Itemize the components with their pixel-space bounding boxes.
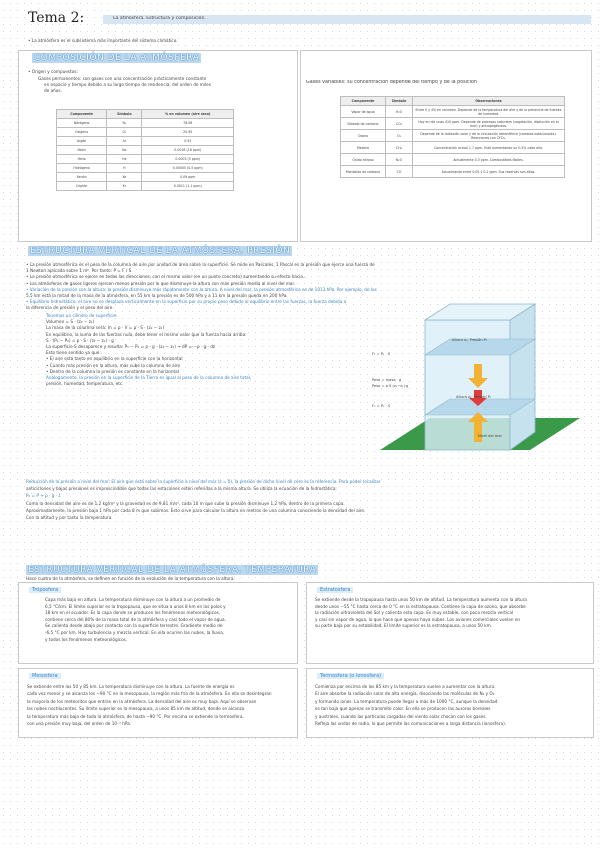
text-line: la diferencia de presión y el peso del aire.	[26, 305, 114, 311]
text-line: la radiación ultravioleta del Sol y calienta esta capa. Es muy estable, con poca mezcla vertical	[315, 610, 514, 616]
text-line: contiene cerca del 80% de la masa total de la atmósfera y casi todo el vapor de agua.	[45, 616, 226, 622]
diagram-label-weight: Peso = masa · g	[372, 378, 402, 382]
troposphere-box	[18, 582, 298, 664]
text-line: Tenemos un cilindro de superficie:	[46, 313, 118, 318]
mesosphere-text	[27, 683, 293, 727]
table-cell: Ozono	[341, 130, 386, 142]
table-cell: O₃	[386, 130, 413, 142]
table-cell: Ar	[107, 137, 142, 146]
temperature-heading: ESTRUCTURA VERTICAL DE LA ATMÓSFERA. TEMPERATURA	[28, 565, 317, 575]
text-line: 6,5 °C/km. El límite superior es la tropopausa, que se sitúa a unos 8 km en los polos y	[45, 603, 226, 609]
table-cell: CH₄	[386, 142, 413, 154]
temperature-intro: Hace cuatro de la atmósfera, se definen en función de la evolución de la temperatura con la altura.	[26, 576, 235, 581]
text-line: la temperatura más baja de toda la atmósfera, de hasta −90 °C. Por encima se extiende la termosfera,	[27, 713, 244, 719]
text-line: Se extiende desde la tropopausa hasta unos 50 km de altitud. La temperatura aumenta con la altura	[315, 597, 527, 602]
diagram-label-top: Altura z₁, Presión P₁	[452, 338, 488, 342]
table-row	[57, 182, 234, 191]
text-line: Refleja las ondas de radio, lo que permite las comunicaciones a larga distancia (ionosfera).	[315, 721, 507, 727]
table-cell: Hidrógeno	[57, 164, 107, 173]
table-row	[341, 142, 565, 154]
table-cell: Dióxido de carbono	[341, 118, 386, 130]
text-line: y formando iones. La temperatura puede llegar a más de 1000 °C, aunque la densidad	[315, 698, 498, 704]
text-line: presión, humedad, temperatura, etc.	[46, 381, 124, 387]
text-line: P₀ = P + ρ · g · z	[26, 493, 61, 499]
text-line: S · (P₁ − P₂) = ρ · S · (z₂ − z₁) · g	[46, 337, 114, 343]
column-side	[510, 304, 535, 450]
text-line: • Equilibrio hidrostático: el aire no se desplaza verticalmente en la superficie por su propio peso debido al equilibrio entre las fuerzas, la fuerza debida a	[26, 299, 347, 305]
text-line: • Cuanto más presión en la altura, más sube la columna de aire	[46, 362, 181, 368]
table-row	[341, 166, 565, 178]
table-cell: Depende de la radiación solar y de la circulación atmosférica (cambios estacionales). Reacciones con CFCs.	[413, 130, 565, 142]
table-cell: 0.00005 (0.5 ppm)	[142, 164, 234, 173]
text-line: Reducción de la presión a nivel del mar: El aire que está sobre la superficie a nivel del mar (z = 0), la presión de dicho nivel de cero es la referencia. Para poder localizar	[26, 479, 381, 484]
table-cell: Entre 0 y 4% en volumen. Depende de la temperatura del aire y de la presencia de fuentes de humedad.	[413, 106, 565, 118]
diagram-label-weight-formula: Peso = ρ·S·(z₂−z₁)·g	[372, 384, 409, 388]
text-line: Análogamente, la presión en la superficie de la Tierra es igual al peso de la columna de aire total,	[46, 375, 252, 381]
text-line: • La presión atmosférica se ejerce en todas las direcciones, con el mismo valor (en un punto concreto) aumentando su efecto hacia...	[26, 274, 307, 280]
table-row	[57, 155, 234, 164]
text-line: Se calienta desde abajo por contacto con la superficie terrestre. Gradiente medio de	[45, 623, 223, 629]
table-cell: Actualmente 0.3 ppm. Combustibles fósiles.	[413, 154, 565, 166]
table-cell: 0.0005 (5 ppm)	[142, 155, 234, 164]
table-row	[341, 118, 565, 130]
permanent-gases-line-1: Gases permanentes: son gases con una concentración prácticamente constante	[38, 76, 207, 81]
text-line: la mayoría de los meteoritos que entran en la atmósfera. La densidad del aire es muy baja. Aquí se observan	[27, 698, 257, 704]
table-header-row	[57, 110, 234, 119]
table-cell: Helio	[57, 155, 107, 164]
composition-heading: COMPOSICIÓN DE LA ATMÓSFERA	[34, 53, 200, 63]
page-title: Tema 2:	[28, 10, 85, 26]
table-header-cell: Observaciones	[413, 97, 565, 106]
text-line: 1 Newton aplicada sobre 1 m². Por tanto: P = F / S	[26, 268, 132, 274]
subtitle-banner	[103, 15, 591, 24]
text-line: y todos los fenómenos meteorológicos.	[45, 636, 128, 642]
diagram-label-sea-level: Nivel del mar	[478, 434, 502, 438]
table-cell: N₂O	[386, 154, 413, 166]
table-cell: H	[107, 164, 142, 173]
table-header-row	[341, 97, 565, 106]
table-cell: Ne	[107, 146, 142, 155]
table-row	[57, 137, 234, 146]
stratosphere-tag: Estratosfera	[317, 587, 353, 593]
table-cell: Metano	[341, 142, 386, 154]
table-cell: Concentración actual 1.7 ppm. Está aumentando un 0.5% cada año.	[413, 142, 565, 154]
text-line: las nubes noctilucentes. Su límite superior es la mesopausa, a unos 85 km de altitud, donde se alcanza	[27, 706, 245, 712]
diagram-label-mid: Altura z₂, Presión P₂	[456, 395, 492, 399]
table-cell: 0.93	[142, 137, 234, 146]
table-cell: 0.09 ppm	[142, 173, 234, 182]
table-cell: CO	[386, 166, 413, 178]
thermosphere-box	[306, 668, 594, 738]
table-row	[341, 106, 565, 118]
table-cell: Xe	[107, 173, 142, 182]
variable-gases-table	[340, 96, 565, 178]
text-line: Como la densidad del aire es de 1,2 kg/m³ y la gravedad es de 9,81 m/s², cada 10 m que sube la presión disminuye 1,2 hPa, dentro de la primera capa.	[26, 500, 345, 506]
table-cell: Vapor de agua	[341, 106, 386, 118]
table-row	[341, 154, 565, 166]
text-line: Con la altitud y por tanto la temperatura.	[26, 515, 113, 521]
table-cell: Actualmente entre 0.05 y 0.2 ppm. Sus reservas son altas.	[413, 166, 565, 178]
text-line: • Las atmósferas de gases ligeros ejercen menos presión por lo que disminuye la altura con más presión media al nivel del mar.	[26, 280, 296, 286]
table-cell: CO₂	[386, 118, 413, 130]
pressure-reduction	[26, 478, 592, 521]
text-line: • Dentro de la columna la presión es constante en la horizontal	[46, 368, 179, 374]
text-line: El aire absorbe la radiación solar de alta energía, disociando las moléculas de N₂ y O₂	[315, 691, 495, 697]
text-line: con una presión muy baja, del orden de 10⁻² hPa.	[27, 721, 132, 727]
stratosphere-box	[306, 582, 594, 664]
text-line: Se extiende entre los 50 y 85 km. La temperatura disminuye con la altura. La fuente de energía es	[27, 684, 235, 689]
pressure-heading: ESTRUCTURA VERTICAL DE LA ATMÓSFERA. PRESIÓN	[30, 246, 291, 256]
table-cell: Argón	[57, 137, 107, 146]
table-row	[341, 130, 565, 142]
origin-line: • Origen y compuestos:	[28, 69, 78, 74]
text-line: desde unos −55 °C hasta cerca de 0 °C en la estratopausa. Contiene la capa de ozono, que absorbe	[315, 603, 526, 609]
diagram-label-f2: F₂ = P₂ · S	[372, 404, 391, 408]
text-line: 18 km en el ecuador. Es la capa donde se producen los fenómenos meteorológicos,	[45, 610, 221, 616]
table-header-cell: Símbolo	[107, 110, 142, 119]
permanent-gases-table	[56, 109, 234, 191]
text-line: • La presión atmosférica es el peso de la columna de aire por unidad de área sobre la superficie. Se mide en Pascales, 1 Pascal es la presión que ejerce una fuerza de	[26, 262, 375, 267]
table-header-cell: Componente	[57, 110, 107, 119]
table-cell: Criptón	[57, 182, 107, 191]
intro-line: • La atmósfera es el subsistema más importante del sistema climático.	[28, 38, 178, 43]
stratosphere-text	[315, 597, 587, 630]
text-line: Aproximadamente, la presión baja 1 hPa por cada 8 m que subimos. Esto sirve para calcular la altura en metros de una columna conociendo la densidad del aire.	[26, 507, 366, 513]
permanent-gases-line-3: de años.	[44, 88, 62, 93]
text-line: y australes, cuando las partículas cargadas del viento solar chocan con los gases.	[315, 713, 487, 719]
thermosphere-text	[315, 683, 587, 727]
table-cell: Kr	[107, 182, 142, 191]
down-arrow-upper-shaft	[474, 364, 482, 378]
table-cell: Monóxido de carbono	[341, 166, 386, 178]
table-cell: 20.95	[142, 128, 234, 137]
table-cell: 78.08	[142, 119, 234, 128]
text-line: -6,5 °C por km. Hay turbulencia y mezcla vertical. En ella ocurren las nubes, la lluvia,	[45, 629, 225, 635]
text-line: y casi sin vapor de agua, lo que hace que apenas haya nubes. Los aviones comerciales vuelan en	[315, 616, 521, 622]
table-header-cell: Símbolo	[386, 97, 413, 106]
table-cell: Hoy en día unas 410 ppm. Depende de procesos naturales (vegetación, disolución en el mar) y antropogénicos.	[413, 118, 565, 130]
table-cell: Xenón	[57, 173, 107, 182]
permanent-gases-line-2: en espacio y tiempo debido a su largo tiempo de residencia, del orden de miles	[44, 82, 211, 87]
table-header-cell: % en volumen (aire seco)	[142, 110, 234, 119]
text-line: Comienza por encima de los 85 km y la temperatura vuelve a aumentar con la altura.	[315, 684, 496, 689]
table-row	[57, 119, 234, 128]
troposphere-tag: Troposfera	[29, 587, 61, 593]
text-line: • Variación de la presión con la altura: la presión disminuye más rápidamente con la altura. A nivel del mar, la presión atmosférica es de 1013 hPa. Por ejemplo, de los	[26, 286, 377, 292]
text-line: En equilibrio, la suma de las fuerzas nula, debe tener el mismo valor que la fuerza hacia arriba:	[46, 331, 247, 337]
pressure-subpoints	[46, 313, 366, 387]
text-line: 5,5 km está la mitad de la masa de la atmósfera, en 55 km la presión es de 500 hPa y a 11 km la presión queda en 200 hPa.	[26, 293, 288, 299]
table-cell: N₂	[107, 119, 142, 128]
text-line: Esto tiene sentido ya que:	[46, 350, 101, 356]
text-line: La masa de la columna será: m = ρ · V = ρ · S · (z₂ − z₁)	[46, 325, 165, 331]
table-cell: 0.0018 (18 ppm)	[142, 146, 234, 155]
mesosphere-tag: Mesosfera	[29, 673, 61, 679]
table-header-cell: Componente	[341, 97, 386, 106]
variable-gases-line: Gases variables: su concentración depende del tiempo y de la posición	[306, 80, 477, 85]
table-cell: 0.0011 (1.1 ppm)	[142, 182, 234, 191]
table-row	[57, 173, 234, 182]
text-line: cada vez menor y se alcanza los −90 °C en la mesopausa, la región más fría de la atmósfera. En ella se desintegran	[27, 691, 272, 697]
text-line: anticiclones y bajas presiones es imprescindible que todas las estaciones estén referidas a la misma altura. Se utiliza la ecuación de la hidrostática:	[26, 486, 337, 492]
table-cell: Nitrógeno	[57, 119, 107, 128]
thermosphere-tag: Termosfera (o ionosfera)	[317, 673, 384, 679]
text-line: La superficie S desaparece y resulta: P₁ − P₂ = ρ · g · (z₂ − z₁) → dP = −ρ · g · dz	[46, 344, 216, 350]
text-line: es tan baja que apenas se transmite calor. En ella se producen las auroras boreales	[315, 706, 491, 712]
table-row	[57, 164, 234, 173]
table-cell: Neón	[57, 146, 107, 155]
table-cell: H₂O	[386, 106, 413, 118]
table-row	[57, 146, 234, 155]
table-cell: Oxígeno	[57, 128, 107, 137]
table-row	[57, 128, 234, 137]
diagram-label-f1: F₁ = P₁ · S	[372, 352, 391, 356]
text-line: Volumen = S · (z₂ − z₁)	[46, 319, 95, 325]
table-cell: O₂	[107, 128, 142, 137]
text-line: Capa más baja en altura. La temperatura disminuye con la altura a un promedio de	[45, 597, 221, 602]
mesosphere-box	[18, 668, 298, 738]
text-line: • El aire está tanto en equilibrio en la superficie con la horizontal	[46, 356, 183, 362]
table-cell: He	[107, 155, 142, 164]
page-subtitle: La atmósfera. Estructura y composición.	[113, 16, 206, 21]
table-cell: Óxido nitroso	[341, 154, 386, 166]
troposphere-text	[45, 597, 293, 643]
text-line: su parte baja por su estabilidad. El límite superior es la estratopausa, a unos 50 km.	[315, 623, 492, 629]
